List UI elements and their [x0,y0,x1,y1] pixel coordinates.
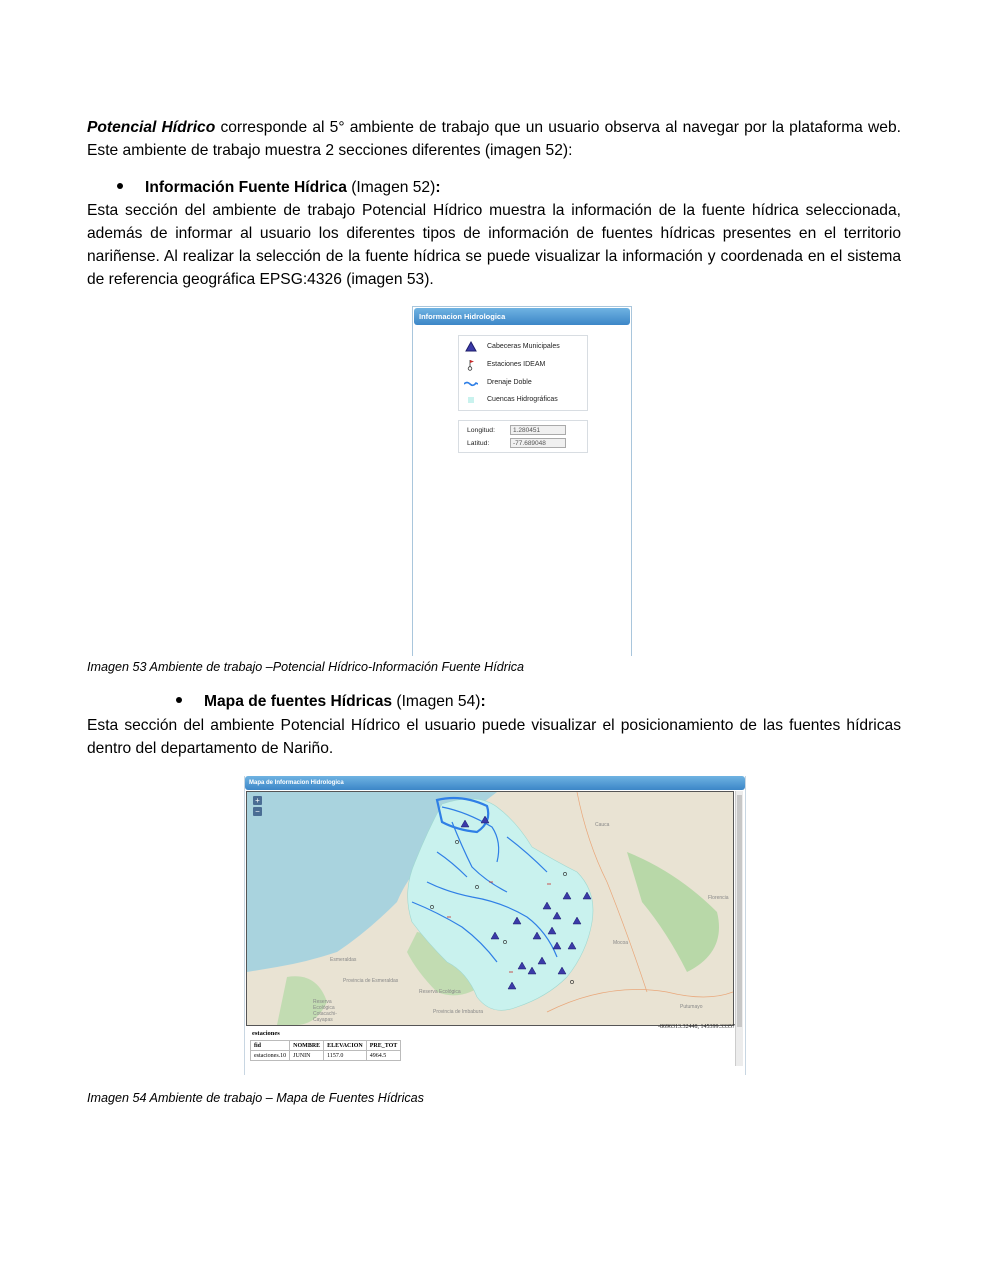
bullet-icon [176,697,182,703]
map-basemap [247,792,733,1025]
map-place-label: Reserva Ecológica [419,989,461,995]
coordinates-readout: -8696313.32448, 145399.33357 [658,1024,735,1030]
legend-label: Drenaje Doble [487,379,532,386]
intro-paragraph [87,116,901,162]
figure54-caption: Imagen 54 Ambiente de trabajo – Mapa de Fuentes Hídricas [87,1091,424,1105]
table-cell: 1157.0 [324,1051,367,1061]
section1-colon: : [435,179,441,196]
map-place-label: Putumayo [680,1004,703,1010]
section2-ref: (Imagen 54) [392,693,481,710]
scrollbar[interactable] [735,791,743,1066]
hydrology-map-panel [244,776,746,1075]
legend [458,335,588,411]
section2-bullet [176,690,486,713]
section1-ref: (Imagen 52) [346,179,436,196]
zoom-in-button[interactable]: + [253,796,262,805]
bullet-icon [117,183,123,189]
section2-title: Mapa de fuentes Hídricas [204,693,393,710]
latitude-label: Latitud: [467,440,490,447]
road-line [547,990,733,1013]
hydrology-info-panel [412,306,632,656]
drainage-line-icon [464,377,478,389]
table-header: ELEVACION [324,1041,367,1051]
legend-label: Cuencas Hidrográficas [487,396,558,403]
legend-label: Cabeceras Municipales [487,343,560,350]
station-flag-icon [464,359,478,371]
section2-body: Esta sección del ambiente Potencial Hídrico el usuario puede visualizar el posicionamiento de las fuentes hídricas dentro del departamento de Nariño. [87,717,901,757]
table-header: NOMBRE [290,1041,324,1051]
table-cell: estaciones.10 [251,1051,290,1061]
table-header: PRE_TOT [366,1041,401,1051]
map-place-label: Florencia [708,895,729,901]
table-cell: JUNIN [290,1051,324,1061]
basin-square-icon [464,394,478,406]
figure53-caption: Imagen 53 Ambiente de trabajo –Potencial Hídrico-Información Fuente Hídrica [87,660,525,674]
map-place-label: Provincia de Imbabura [433,1009,484,1015]
longitude-label: Longitud: [467,427,495,434]
scrollbar-thumb[interactable] [737,795,742,1027]
legend-label: Estaciones IDEAM [487,361,546,368]
table-cell: 4964.5 [366,1051,401,1061]
zoom-out-button[interactable]: − [253,807,262,816]
intro-term: Potencial Hídrico [87,119,216,136]
section1-bullet [117,176,441,199]
longitude-field[interactable]: 1.280451 [510,425,566,435]
map-place-label: Reserva Ecológica Cotacachi-Cayapas [313,999,337,1023]
intro-text: corresponde al 5° ambiente de trabajo que un usuario observa al navegar por la plataforma web. Este ambiente de trabajo muestra 2 secciones diferentes (imagen 52): [87,119,901,159]
coordinates-box [458,420,588,453]
map-place-label: Cauca [595,822,610,828]
highlands-area [627,852,719,972]
attribute-table [250,1040,401,1061]
table-row [251,1051,401,1061]
table-header: fid [251,1041,290,1051]
map-place-label: Provincia de Esmeraldas [343,978,399,984]
section1-body: Esta sección del ambiente de trabajo Potencial Hídrico muestra la información de la fuente hídrica seleccionada, además de informar al usuario los diferentes tipos de información de fuentes hídricas presentes en el territorio nariñense. Al realizar la selección de la fuente hídrica se puede visualizar la información y coordenada en el sistema de referencia geográfica EPSG:4326 (imagen 53). [87,202,901,288]
triangle-icon [464,341,478,353]
attribute-table-title: estaciones [252,1030,280,1037]
section2-colon: : [480,693,486,710]
section1-title: Información Fuente Hídrica [145,179,347,196]
map-canvas[interactable] [246,791,734,1026]
map-panel-title: Mapa de Informacion Hidrologica [245,776,745,790]
map-place-label: Mocoa [613,940,629,946]
latitude-field[interactable]: -77.689048 [510,438,566,448]
map-place-label: Esmeraldas [330,957,357,963]
panel-title: Informacion Hidrologica [414,308,630,325]
